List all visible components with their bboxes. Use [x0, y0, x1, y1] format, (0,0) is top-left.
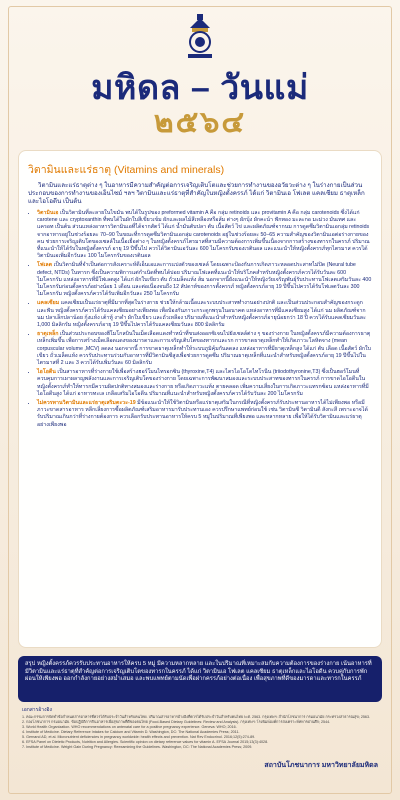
list-item [37, 210, 372, 260]
reference-item: 3. World Health Organization. WHO recommendations on antenatal care for a positive pregnancy experience. Geneva: WHO; 2016. [22, 725, 237, 729]
item-text: แคลเซียมเป็นแร่ธาตุที่มีมากที่สุดในร่างกาย ช่วยให้กล้ามเนื้อและระบบประสาททำงานอย่างปกติ และเป็นส่วนประกอบสำคัญของกระดูกและฟัน หญิงตั้งครรภ์ควรได้รับแคลเซียมอย่างเพียงพอ เพื่อป้องกันภาวะกระดูกพรุนในอนาคต แหล่งอาหารที่มีแคลเซียมสูง ได้แก่ นม ผลิตภัณฑ์จากนม ปลาเล็กปลาน้อย กุ้งแห้ง เต้าหู้ งาดำ ผักใบเขียว และถั่วเหลือง ปริมาณที่แนะนำสำหรับหญิงตั้งครรภ์อายุน้อยกว่า 18 ปี ควรได้รับแคลเซียมวันละ 1,000 มิลลิกรัม หญิงตั้งครรภ์อายุ 19 ปีขึ้นไปควรได้รับแคลเซียมวันละ 800 มิลลิกรัม [37, 300, 366, 329]
item-text: เป็นวิตามินที่จำเป็นต่อการสังเคราะห์ดีเอ็นเอและการแบ่งตัวของเซลล์ โดยเฉพาะป้องกันการเกิดภาวะหลอดประสาทไม่ปิด (Neural tube defect, NTDs) ในทารก ซึ่งเป็นความพิการแต่กำเนิดที่พบได้บ่อย ปริมาณโฟเลตที่แนะนำให้บริโภคสำหรับหญิงตั้งครรภ์ควรได้รับวันละ 600 ไมโครกรัม แหล่งอาหารที่มีโฟเลตสูง ได้แก่ ผักใบเขียว ตับ ถั่วเมล็ดแห้ง ส้ม นอกจากนี้ยังแนะนำให้หญิงวัยเจริญพันธุ์รับประทานโฟเลตเสริมวันละ 400 ไมโครกรัมก่อนตั้งครรภ์อย่างน้อย 1 เดือน และต่อเนื่องจนถึง 12 สัปดาห์ของการตั้งครรภ์ หญิงตั้งครรภ์อายุ 19 ปีขึ้นไปควรได้รับโฟเลตวันละ 300 ไมโครกรัม หญิงตั้งครรภ์ควรได้รับเพิ่มอีกวันละ 250 ไมโครกรัม [37, 262, 372, 298]
reference-item: 1. คณะกรรมการจัดทำข้อกำหนดสารอาหารที่ควรได้รับประจำวันสำหรับคนไทย. ปริมาณสารอาหารอ้างอิงที่ควรได้รับประจำวันสำหรับคนไทย พ.ศ. 2563. กรุงเทพฯ: สำนักโภชนาการ กรมอนามัย กระทรวงสาธารณสุข; 2563. [22, 715, 371, 719]
item-label: วิตามินเอ [37, 210, 59, 216]
item-label: ไอโอดีน [37, 369, 56, 376]
reference-item: 4. Institute of Medicine. Dietary Reference Intakes for Calcium and Vitamin D. Washington, DC: The National Academies Press; 2011. [22, 730, 240, 734]
reference-item: 6. EFSA Panel on Dietetic Products, Nutrition and Allergies. Scientific opinion on dietary reference values for vitamin A. EFSA Journal 2015;13(3):4028. [22, 740, 269, 744]
reference-item: 2. กองโภชนาการ กรมอนามัย. ข้อปฏิบัติการกินอาหารเพื่อสุขภาพที่ดีของคนไทย (Food-Based Dietary Guidelines: Review and Analysis). กรุงเทพฯ: โรงพิมพ์องค์การสงเคราะห์ทหารผ่านศึก; 2544. [22, 720, 331, 724]
year-heading: ๒๕๖๔ [153, 106, 247, 139]
item-text: เป็นวิตามินที่ละลายในไขมัน พบได้ในรูปของ preformed vitamin A คือ กลุ่ม retinoids และ provitamin A คือ กลุ่ม carotenoids ซึ่งได้แก่ carotene และ cryptoxanthin ที่พบได้ในผักใบสีเขียวเข้ม ผักและผลไม้สีเหลืองหรือส้ม ต่างๆ ผักบุ้ง ผักคะน้า ฟักทอง มะละกอ มะม่วง มันเทศ และแครอท เป็นต้น ส่วนแหล่งอาหารวิตามินเอที่ได้จากสัตว์ ได้แก่ น้ำมันตับปลา ตับ เนื้อสัตว์ ไข่ และผลิตภัณฑ์จากนม การดูดซึมวิตามินเอกลุ่ม retinoids จากอาหารอยู่ในช่วงร้อยละ 70–90 ในขณะที่การดูดซึมวิตามินเอกลุ่ม carotenoids อยู่ในช่วงร้อยละ 50–65 ความสำคัญของวิตามินเอต่อร่างกายของคน ช่วยการเจริญเติบโตของเซลล์ในเนื้อเยื่อต่าง ๆ ในหญิงตั้งครรภ์ไตรมาสที่สามมีความต้องการเพิ่มขึ้นเนื่องจากการสร้างของทารกในครรภ์ ปริมาณที่แนะนำให้ได้รับในหญิงตั้งครรภ์ อายุ 19 ปีขึ้นไป ควรได้วิตามินเอวันละ 600 ไมโครกรัมของเรตินอล และแนะนำให้หญิงตั้งครรภ์ทุกไตรมาส ควรได้วิตามินเอเพิ่มอีกวันละ 100 ไมโครกรัมของเรตินอล [37, 210, 370, 260]
list-item [37, 400, 372, 429]
list-item [37, 331, 372, 367]
list-item [37, 262, 372, 298]
item-label: ธาตุเหล็ก [37, 331, 59, 338]
summary-box: สรุป หญิงตั้งครรภ์ควรรับประทานอาหารให้ครบ 5 หมู่ มีความหลากหลาย และในปริมาณที่เหมาะสมกับความต้องการของร่างกาย เน้นอาหารที่มีวิตามินและแร่ธาตุที่สำคัญต่อการเจริญเติบโตของทารกในครรภ์ ได้แก่ วิตามินเอ โฟเลต แคลเซียม ธาตุเหล็กและไอโอดีน ควบคู่กับการพักผ่อนให้เพียงพอ ออกกำลังกายอย่างสม่ำเสมอ และพบแพทย์ตามนัดเพื่อฝากครรภ์อย่างต่อเนื่อง เพื่อสุขภาพที่ดีของมารดาและทารกในครรภ์ [18, 656, 382, 702]
references [22, 706, 378, 754]
reference-item: 5. Gernand AD, et al. Micronutrient deficiencies in pregnancy worldwide: health effects and prevention. Nat Rev Endocrinol. 2016;12(5):274-89. [22, 735, 256, 739]
item-label: ไม่ควรทานวิตามินและแร่ธาตุเสริมตะวะ-19 [37, 400, 136, 407]
nutrient-list [28, 210, 372, 429]
list-item [37, 300, 372, 329]
section-title: วิตามินและแร่ธาตุ (Vitamins and minerals) [28, 164, 225, 176]
list-item [37, 369, 372, 398]
item-text: เป็นสารอาหารที่ร่างกายใช้เพื่อสร้างฮอร์โมนไทรอกซิน (thyroxine,T4) และไตรไอโอโดไทโรนีน (triiodothyronine,T3) ซึ่งเป็นฮอร์โมนที่ควบคุมการเผาผลาญพลังงานและการเจริญเติบโตของร่างกาย โดยเฉพาะการพัฒนาสมองและระบบประสาทของทารกในครรภ์ การขาดไอโอดีนในหญิงตั้งครรภ์ทำให้ทารกมีความผิดปกติทางสมองและร่างกาย หรือเกิดภาวะแท้ง ตายคลอด เพิ่มความเสี่ยงในการเกิดภาวะแทรกซ้อน แหล่งอาหารที่มีไอโอดีนสูง ได้แก่ อาหารทะเล เกลือเสริมไอโอดีน ปริมาณที่แนะนำสำหรับหญิงตั้งครรภ์ควรได้รับวันละ 200 ไมโครกรัม [37, 369, 369, 397]
page-title: มหิดล – วันแม่ [91, 69, 309, 107]
item-label: แคลเซียม [37, 300, 60, 307]
references-title: เอกสารอ้างอิง [22, 707, 52, 713]
intro-paragraph: วิตามินและแร่ธาตุต่าง ๆ ในอาหารมีความสำคัญต่อการเจริญเติบโตและช่วยการทำงานของอวัยวะต่าง ๆ ในร่างกายเป็นส่วนประกอบของการทำงานของเอ็นไซม์ ฯลฯ วิตามินและแร่ธาตุที่สำคัญในหญิงตั้งครรภ์ ได้แก่ วิตามินเอ โฟเลต แคลเซียม ธาตุเหล็กและไอโอดีน เป็นต้น [28, 182, 365, 205]
institute-footer: สถาบันโภชนาการ มหาวิทยาลัยมหิดล [264, 762, 378, 769]
item-text: มีข้อแนะนำให้ใช้วิตามินหรือแร่ธาตุเสริมในกรณีที่หญิงตั้งครรภ์รับประทานอาหารได้ไม่เพียงพอ หรือมีภาวะขาดสารอาหาร หลีกเลี่ยงการซื้อผลิตภัณฑ์เสริมอาหารมารับประทานเอง ควรปรึกษาแพทย์ก่อนใช้ เช่น วิตามินซี วิตามินดี สังกะสี เพราะอาจได้รับปริมาณเกินกว่าที่ร่างกายต้องการ ควรเลือกรับประทานอาหารให้ครบ 5 หมู่ในปริมาณที่เพียงพอ และหลากหลาย เพื่อให้ได้รับวิตามินและแร่ธาตุอย่างเพียงพอ [37, 400, 368, 428]
item-text: เป็นส่วนประกอบของฮีโมโกลบินในเม็ดเลือดแดงทำหน้าที่ขนส่งออกซิเจนไปยังเซลล์ต่าง ๆ ของร่างกาย ในหญิงตั้งครรภ์มีความต้องการธาตุเหล็กเพิ่มขึ้น เพื่อการสร้างเม็ดเลือดแดงของมารดาและการเจริญเติบโตของทารกและรก การขาดธาตุเหล็กทำให้เกิดภาวะโลหิตจาง (mean corpuscular volume ,MCV) ลดลง นอกจากนี้ การขาดธาตุเหล็กทำให้ระบบภูมิคุ้มกันลดลง แหล่งอาหารที่มีธาตุเหล็กสูง ได้แก่ ตับ เลือด เนื้อสัตว์ ผักใบเขียว ถั่วเมล็ดแห้ง ควรรับประทานร่วมกับอาหารที่มีวิตามินซีสูงเพื่อช่วยการดูดซึม ปริมาณธาตุเหล็กที่แนะนำสำหรับหญิงตั้งครรภ์อายุ 19 ปีขึ้นไปในไตรมาสที่ 2 และ 3 ควรได้รับเพิ่มวันละ 60 มิลลิกรัม [37, 331, 372, 367]
reference-item: 7. Institute of Medicine. Weight Gain During Pregnancy: Reexamining the Guidelines. Washington, DC: The National Academies Press; 2009. [22, 745, 253, 749]
item-label: โฟเลต [37, 262, 53, 269]
content-card [18, 150, 382, 648]
university-emblem-icon [182, 14, 218, 60]
